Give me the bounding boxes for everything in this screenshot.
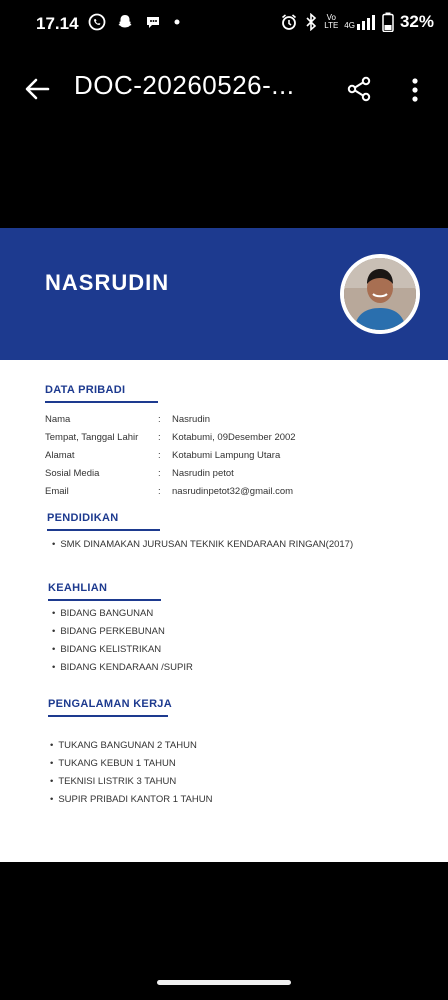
list-item: • SMK DINAMAKAN JURUSAN TEKNIK KENDARAAN RINGAN(2017) [52,539,353,550]
list-item: • BIDANG PERKEBUNAN [52,626,165,637]
document-page[interactable] [0,228,448,862]
back-arrow-icon[interactable] [22,74,52,104]
section-title-pendidikan: PENDIDIKAN [47,512,119,524]
list-item: • BIDANG KELISTRIKAN [52,644,161,655]
battery-icon [382,12,394,32]
info-separator: : [158,414,161,425]
more-options-icon[interactable] [404,76,426,104]
system-icons [280,12,434,32]
section-divider [48,715,168,717]
signal-icon [356,14,376,30]
list-item: • BIDANG KENDARAAN /SUPIR [52,662,193,673]
info-separator: : [158,486,161,497]
bluetooth-icon [304,13,318,31]
info-label: Email [45,486,69,497]
info-row-nama [45,414,210,425]
list-item: • SUPIR PRIBADI KANTOR 1 TAHUN [50,794,212,805]
info-row-sosial-media [45,468,234,479]
profile-photo [340,254,420,334]
info-label: Nama [45,414,71,425]
info-row-alamat [45,450,280,461]
info-value: Nasrudin [172,414,211,425]
snapchat-icon [116,13,134,31]
notification-icons [88,13,182,31]
whatsapp-icon [88,13,106,31]
section-divider [47,529,160,531]
status-bar [0,0,448,50]
cv-header [0,228,448,360]
dot-icon [172,13,182,31]
info-value: Nasrudin petot [172,468,234,479]
info-separator: : [158,450,161,461]
share-icon[interactable] [346,76,372,102]
gesture-nav-handle[interactable] [157,980,291,985]
info-label: Sosial Media [45,468,100,479]
app-bar [0,60,448,116]
section-divider [48,599,161,601]
section-divider [45,401,158,403]
info-label: Tempat, Tanggal Lahir [45,432,139,443]
battery-percent: 32% [399,12,434,31]
list-item: • TEKNISI LISTRIK 3 TAHUN [50,776,176,787]
network-type: 4G [344,14,376,30]
info-separator: : [158,468,161,479]
list-item: • BIDANG BANGUNAN [52,608,153,619]
list-item: • TUKANG BANGUNAN 2 TAHUN [50,740,197,751]
info-row-ttl [45,432,296,443]
info-value: Kotabumi, 09Desember 2002 [172,432,296,443]
person-photo-icon [344,258,416,330]
section-title-keahlian: KEAHLIAN [48,582,108,594]
status-time: 17.14 [36,14,79,33]
alarm-icon [280,13,298,31]
info-row-email [45,486,293,497]
document-title: DOC-20260526-... [74,70,295,100]
info-label: Alamat [45,450,75,461]
section-title-pengalaman-kerja: PENGALAMAN KERJA [48,698,172,710]
chat-icon [144,13,162,31]
cv-name: NASRUDIN [45,270,170,295]
list-item: • TUKANG KEBUN 1 TAHUN [50,758,176,769]
info-value: nasrudinpetot32@gmail.com [172,486,294,497]
section-title-data-pribadi: DATA PRIBADI [45,384,126,396]
info-value: Kotabumi Lampung Utara [172,450,281,461]
info-separator: : [158,432,161,443]
volte-indicator: Vo LTE [324,13,339,30]
